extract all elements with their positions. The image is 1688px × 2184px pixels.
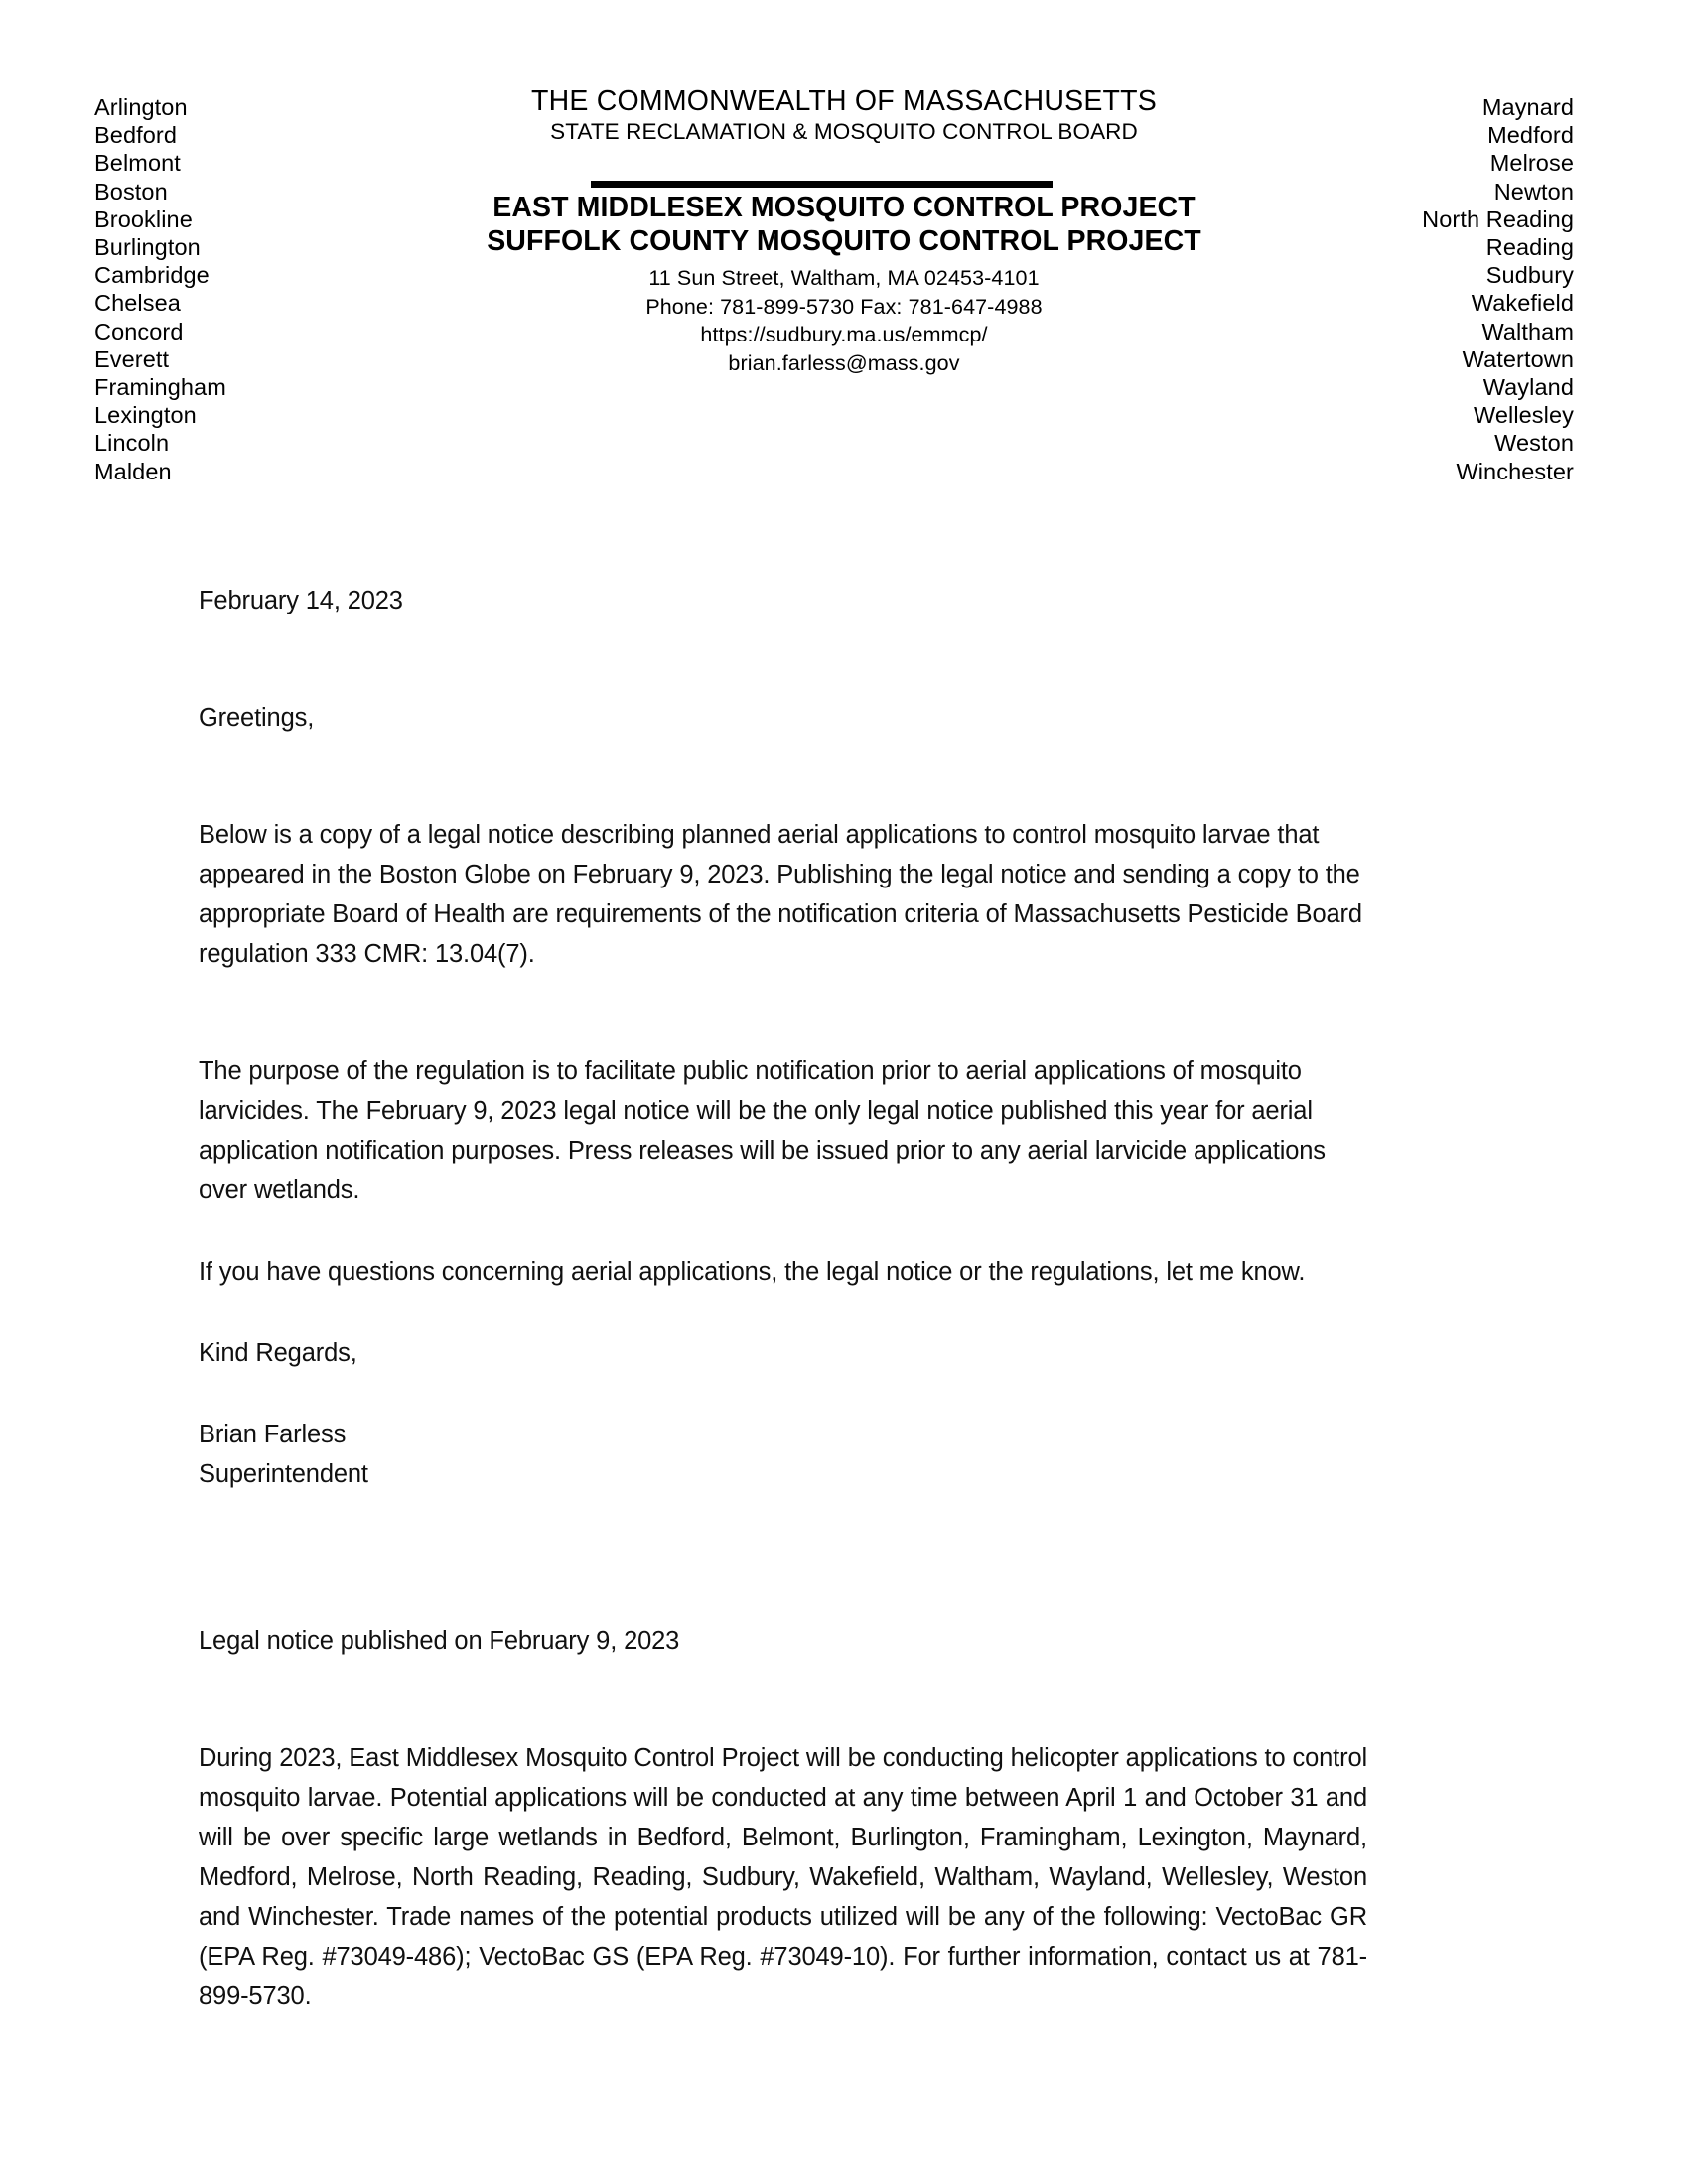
project-title-suffolk-county: SUFFOLK COUNTY MOSQUITO CONTROL PROJECT [487, 225, 1201, 257]
town-list-item: Watertown [1462, 345, 1574, 372]
town-list-item: Newton [1493, 178, 1574, 205]
spacer [199, 1292, 1367, 1333]
letter-closing: Kind Regards, [199, 1339, 357, 1367]
legal-notice-body: During 2023, East Middlesex Mosquito Control Project will be conducting helicopter applications to control mosquito larvae. Potential applications will be conducted at any time between April 1 and October 31 and will be over specific large wetlands in Bedford, Belmont, Burlington, Framingham, Lexington, Maynard, Medford, Melrose, North Reading, Reading, Sudbury, Wakefield, Waltham, Wayland, Wellesley, Weston and Winchester. Trade names of the potential products utilized will be any of the following: VectoBac GR (EPA Reg. #73049-486); VectoBac GS (EPA Reg. #73049-10). For further information, contact us at 781-899-5730. [199, 1744, 1367, 2010]
spacer [199, 620, 1367, 698]
signer-title: Superintendent [199, 1460, 368, 1488]
town-list-item: Bedford [94, 122, 178, 149]
board-heading: STATE RECLAMATION & MOSQUITO CONTROL BOARD [550, 119, 1138, 144]
spacer [199, 974, 1367, 1051]
contact-website[interactable]: https://sudbury.ma.us/emmcp/ [700, 323, 988, 346]
town-list-item: Weston [1494, 430, 1574, 457]
letter-date: February 14, 2023 [199, 587, 403, 614]
letterhead [0, 0, 1688, 496]
contact-address: 11 Sun Street, Waltham, MA 02453-4101 [648, 266, 1040, 290]
spacer [199, 1373, 1367, 1415]
masthead-agency [417, 85, 1271, 146]
town-list-item: Melrose [1489, 150, 1574, 177]
town-list-item: Boston [94, 178, 168, 205]
town-list-item: Malden [94, 458, 172, 484]
town-list-item: Cambridge [94, 262, 210, 289]
signer-name: Brian Farless [199, 1421, 347, 1448]
letter-salutation: Greetings, [199, 704, 315, 732]
contact-phone-fax: Phone: 781-899-5730 Fax: 781-647-4988 [645, 294, 1043, 319]
commonwealth-heading: THE COMMONWEALTH OF MASSACHUSETTS [531, 85, 1157, 117]
contact-email[interactable]: brian.farless@mass.gov [728, 350, 960, 375]
masthead-divider-rule [591, 181, 1053, 188]
town-list-right [1422, 93, 1574, 485]
spacer [199, 1210, 1367, 1252]
town-list-item: Arlington [94, 94, 188, 120]
town-list-item: Sudbury [1485, 262, 1574, 289]
letter-paragraph-3: If you have questions concerning aerial applications, the legal notice or the regulations, let me know. [199, 1258, 1306, 1286]
legal-notice-heading: Legal notice published on February 9, 2023 [199, 1627, 680, 1655]
project-title-east-middlesex: EAST MIDDLESEX MOSQUITO CONTROL PROJECT [492, 192, 1196, 223]
letter-paragraph-1: Below is a copy of a legal notice describing planned aerial applications to control mosquito larvae that appeared in the Boston Globe on February 9, 2023. Publishing the legal notice and sending a copy to the appropriate Board of Health are requirements of the notification criteria of Massachusetts Pesticide Board regulation 333 CMR: 13.04(7). [199, 821, 1362, 968]
letter-body [199, 581, 1367, 2016]
town-list-item: Reading [1485, 234, 1574, 261]
town-list-item: Burlington [94, 234, 201, 261]
town-list-item: Wayland [1482, 374, 1574, 401]
town-list-item: Lincoln [94, 430, 170, 457]
town-list-item: Lexington [94, 402, 197, 429]
town-list-item: Wellesley [1473, 402, 1574, 429]
spacer [199, 1494, 1367, 1621]
town-list-item: Framingham [94, 374, 226, 401]
town-list-item: Medford [1487, 122, 1574, 149]
letter-paragraph-2: The purpose of the regulation is to facilitate public notification prior to aerial applications of mosquito larvicides. The February 9, 2023 legal notice will be the only legal notice published this year for aerial application notification purposes. Press releases will be issued prior to any aerial larvicide applications over wetlands. [199, 1057, 1326, 1204]
spacer [199, 1661, 1367, 1738]
masthead-contact-block [397, 264, 1291, 377]
masthead-project-titles [397, 191, 1291, 258]
town-list-item: Maynard [1481, 94, 1574, 120]
town-list-item: Belmont [94, 150, 181, 177]
town-list-left [94, 93, 226, 485]
town-list-item: Concord [94, 318, 184, 344]
town-list-item: Wakefield [1471, 290, 1574, 317]
town-list-item: Brookline [94, 205, 193, 232]
town-list-item: Everett [94, 345, 170, 372]
town-list-item: Waltham [1481, 318, 1574, 344]
spacer [199, 738, 1367, 815]
town-list-item: Chelsea [94, 290, 181, 317]
town-list-item: North Reading [1422, 205, 1574, 232]
town-list-item: Winchester [1456, 458, 1574, 484]
